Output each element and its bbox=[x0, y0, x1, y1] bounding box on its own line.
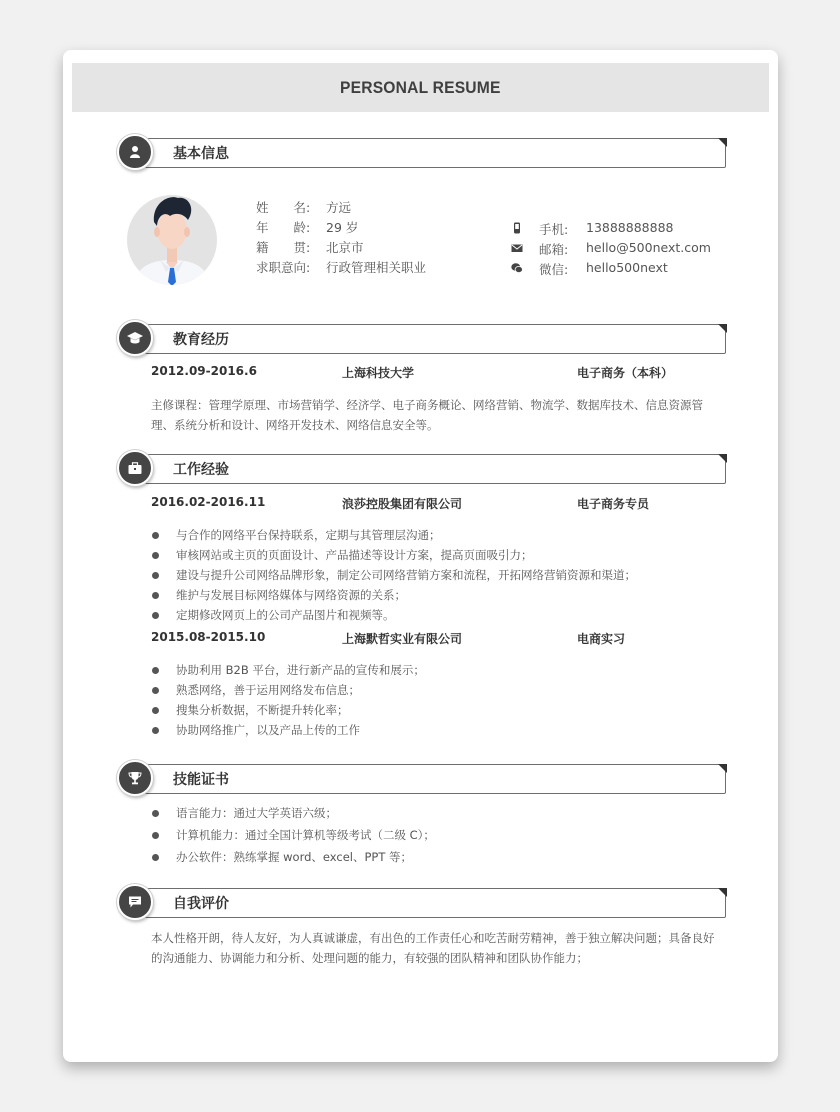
work-period: 2015.08-2015.10 bbox=[151, 630, 266, 644]
list-item: 协助利用 B2B 平台，进行新产品的宣传和展示； bbox=[151, 660, 711, 680]
job-intent-value: 行政管理相关职业 bbox=[326, 260, 427, 275]
bullet bbox=[152, 572, 159, 579]
speech-bubble-icon bbox=[117, 884, 153, 920]
email-label: 邮箱: bbox=[539, 242, 569, 257]
section-corner bbox=[718, 324, 727, 333]
bullet bbox=[152, 667, 159, 674]
name-value: 方远 bbox=[326, 200, 352, 215]
work-period: 2016.02-2016.11 bbox=[151, 495, 266, 509]
work-duties-list bbox=[151, 525, 711, 625]
mail-icon bbox=[511, 242, 523, 254]
section-corner bbox=[718, 888, 727, 897]
phone-label: 手机: bbox=[539, 222, 569, 237]
list-item: 定期修改网页上的公司产品图片和视频等。 bbox=[151, 605, 711, 625]
education-degree: 电子商务（本科） bbox=[577, 366, 674, 380]
work-duties-list bbox=[151, 660, 711, 740]
phone-icon bbox=[511, 222, 523, 234]
age-value: 29 岁 bbox=[326, 220, 359, 235]
education-school: 上海科技大学 bbox=[342, 366, 415, 380]
list-item: 语言能力：通过大学英语六级； bbox=[151, 802, 711, 824]
email-value: hello@500next.com bbox=[586, 240, 711, 255]
skills-list bbox=[151, 802, 711, 868]
avatar bbox=[126, 186, 218, 286]
briefcase-icon bbox=[117, 450, 153, 486]
wechat-label: 微信: bbox=[539, 262, 569, 277]
education-courses: 主修课程：管理学原理、市场营销学、经济学、电子商务概论、网络营销、物流学、数据库技术、信息资源管理、系统分析和设计、网络开发技术、网络信息安全等。 bbox=[151, 398, 703, 432]
wechat-value: hello500next bbox=[586, 260, 668, 275]
list-item: 建设与提升公司网络品牌形象，制定公司网络营销方案和流程，开拓网络营销资源和渠道； bbox=[151, 565, 711, 585]
bullet bbox=[152, 612, 159, 619]
age-label: 年 龄: bbox=[256, 220, 311, 235]
job-intent-label: 求职意向: bbox=[256, 260, 311, 275]
resume-sheet bbox=[63, 50, 778, 1062]
list-item: 办公软件：熟练掌握 word、excel、PPT 等； bbox=[151, 846, 711, 868]
page-title: PERSONAL RESUME bbox=[340, 77, 501, 97]
work-position: 电子商务专员 bbox=[577, 497, 650, 511]
section-basic-info bbox=[117, 134, 727, 170]
section-self-evaluation bbox=[117, 884, 727, 920]
list-item: 计算机能力：通过全国计算机等级考试（二级 C）； bbox=[151, 824, 711, 846]
work-company: 浪莎控股集团有限公司 bbox=[342, 497, 463, 511]
bullet bbox=[152, 707, 159, 714]
section-corner bbox=[718, 454, 727, 463]
list-item: 维护与发展目标网络媒体与网络资源的关系； bbox=[151, 585, 711, 605]
section-title: 工作经验 bbox=[173, 462, 229, 478]
bullet bbox=[152, 687, 159, 694]
section-skills bbox=[117, 760, 727, 796]
list-item: 熟悉网络，善于运用网络发布信息； bbox=[151, 680, 711, 700]
education-period: 2012.09-2016.6 bbox=[151, 364, 257, 378]
bullet bbox=[152, 592, 159, 599]
wechat-icon bbox=[511, 262, 523, 274]
section-title: 自我评价 bbox=[173, 896, 229, 912]
self-evaluation-text: 本人性格开朗，待人友好，为人真诚谦虚，有出色的工作责任心和吃苦耐劳精神，善于独立解决问题；具备良好的沟通能力、协调能力和分析、处理问题的能力，有较强的团队精神和团队协作能力； bbox=[151, 931, 715, 965]
graduation-cap-icon bbox=[117, 320, 153, 356]
section-corner bbox=[718, 764, 727, 773]
list-item: 与合作的网络平台保持联系，定期与其管理层沟通； bbox=[151, 525, 711, 545]
bullet bbox=[152, 532, 159, 539]
bullet bbox=[152, 832, 159, 839]
section-education bbox=[117, 320, 727, 356]
bullet bbox=[152, 810, 159, 817]
list-item: 审核网站或主页的页面设计、产品描述等设计方案，提高页面吸引力； bbox=[151, 545, 711, 565]
person-icon bbox=[117, 134, 153, 170]
section-corner bbox=[718, 138, 727, 147]
origin-value: 北京市 bbox=[326, 240, 364, 255]
phone-value: 13888888888 bbox=[586, 220, 674, 235]
list-item: 搜集分析数据，不断提升转化率； bbox=[151, 700, 711, 720]
section-title: 技能证书 bbox=[173, 772, 229, 788]
list-item: 协助网络推广，以及产品上传的工作 bbox=[151, 720, 711, 740]
work-company: 上海默哲实业有限公司 bbox=[342, 632, 463, 646]
bullet bbox=[152, 727, 159, 734]
trophy-icon bbox=[117, 760, 153, 796]
work-position: 电商实习 bbox=[577, 632, 626, 646]
bullet bbox=[152, 854, 159, 861]
section-title: 基本信息 bbox=[173, 146, 229, 162]
origin-label: 籍 贯: bbox=[256, 240, 311, 255]
header-bar bbox=[72, 63, 769, 112]
bullet bbox=[152, 552, 159, 559]
section-title: 教育经历 bbox=[173, 332, 229, 348]
section-work bbox=[117, 450, 727, 486]
name-label: 姓 名: bbox=[256, 200, 311, 215]
